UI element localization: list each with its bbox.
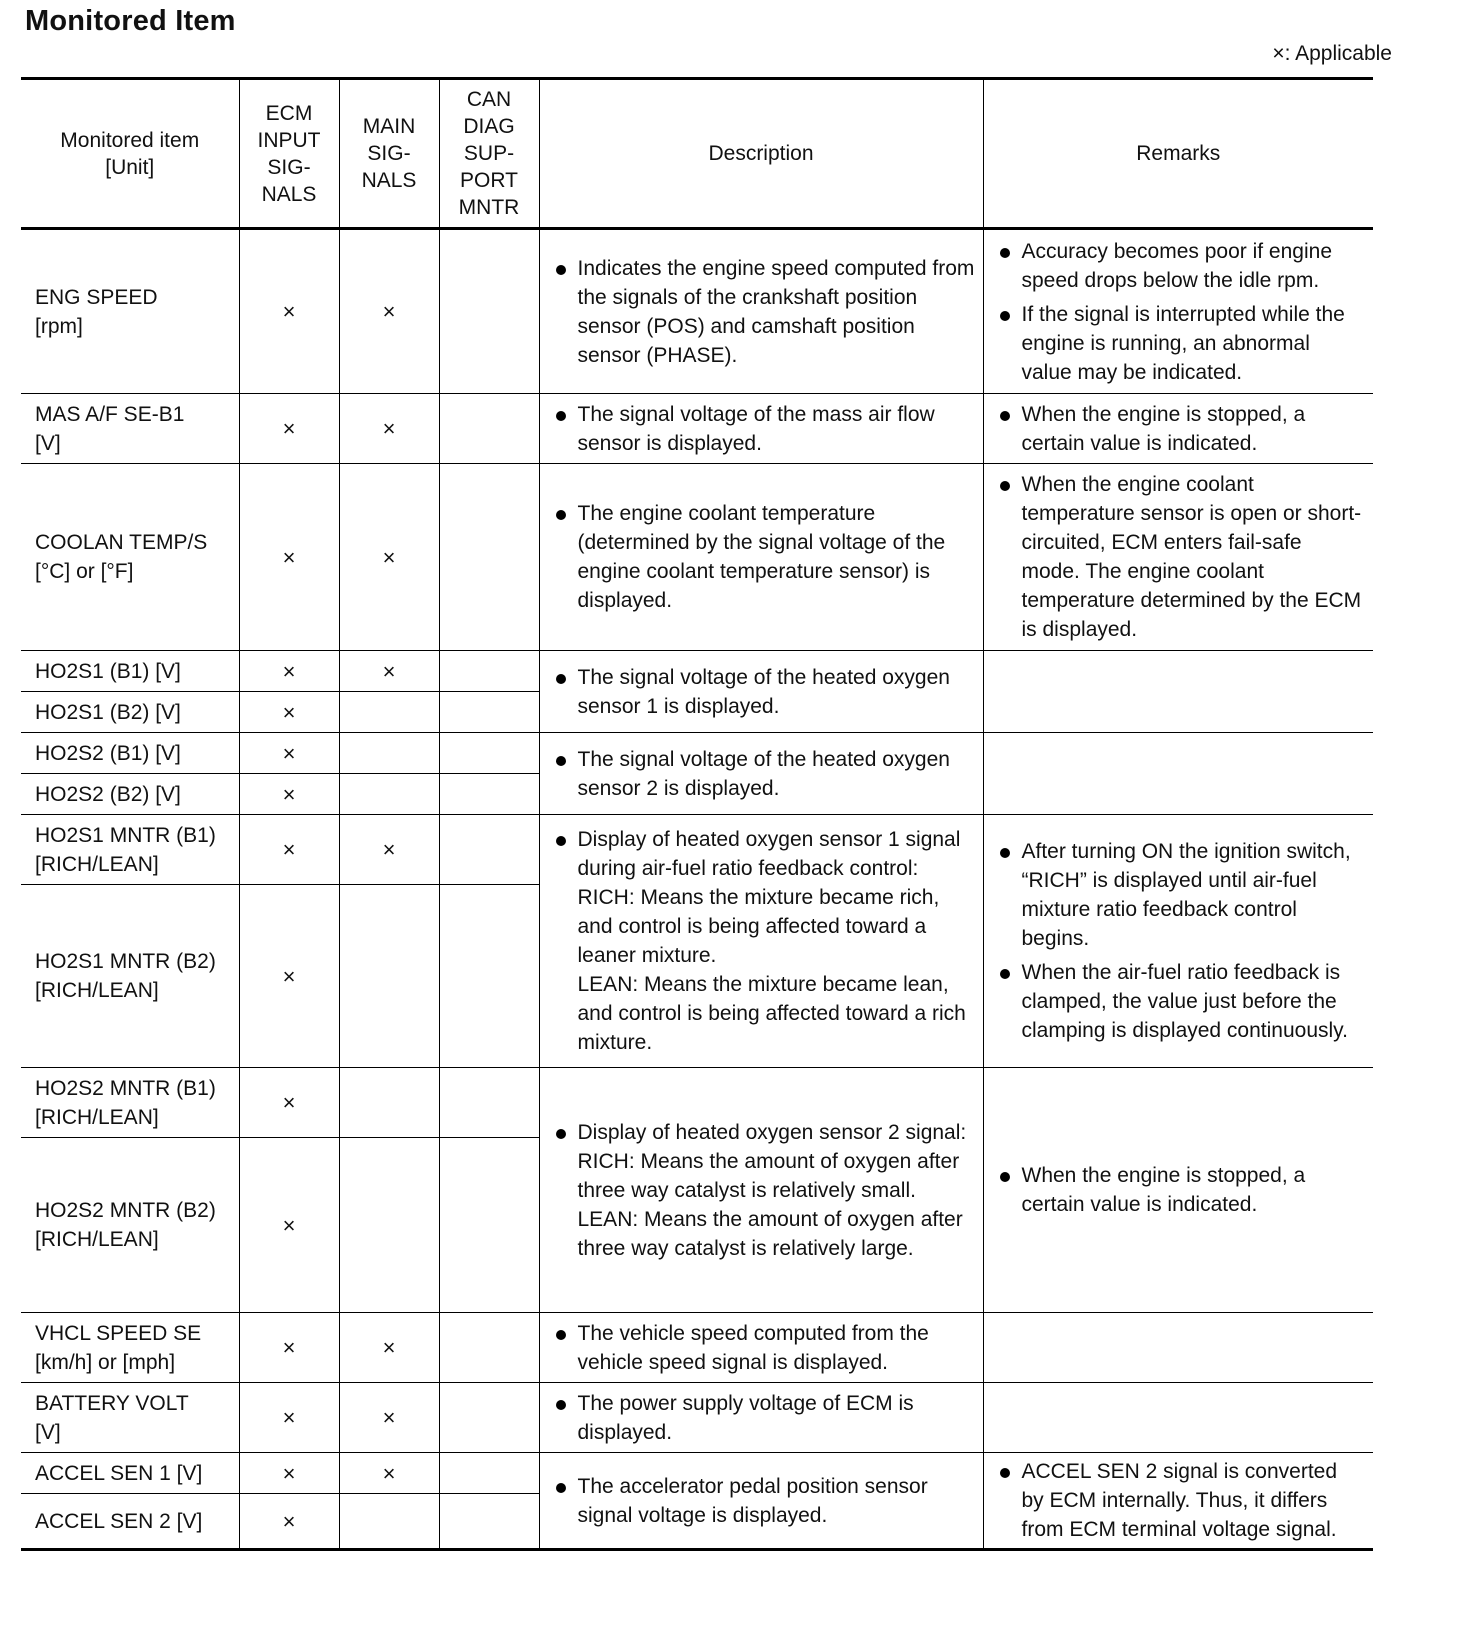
bullet-text: RICH: Means the amount of oxygen after three way catalyst is relatively small. bbox=[577, 1149, 960, 1202]
remarks-cell bbox=[983, 229, 1373, 394]
ecm-input-mark: × bbox=[239, 1494, 339, 1550]
text-line: [km/h] or [mph] bbox=[35, 1350, 176, 1374]
item-ho2s2-b1 bbox=[21, 733, 239, 774]
ecm-input-mark: × bbox=[239, 1068, 339, 1138]
bullet-item: The power supply voltage of ECM is displayed. bbox=[556, 1389, 975, 1447]
remarks-cell bbox=[983, 1313, 1373, 1383]
table-row bbox=[21, 394, 1373, 464]
can-diag-cell bbox=[439, 733, 539, 774]
text-line: NALS bbox=[261, 182, 317, 206]
text-line: Monitored item bbox=[60, 128, 200, 152]
can-diag-cell bbox=[439, 1068, 539, 1138]
text-line: ECM bbox=[265, 101, 313, 125]
remarks-cell bbox=[983, 1068, 1373, 1313]
bullet-item: When the engine is stopped, a certain value is indicated. bbox=[1000, 400, 1366, 458]
table-row bbox=[21, 1383, 1373, 1453]
ecm-input-mark: × bbox=[239, 692, 339, 733]
ecm-input-mark: × bbox=[239, 733, 339, 774]
can-diag-cell bbox=[439, 692, 539, 733]
bullet-item: If the signal is interrupted while the engine is running, an abnormal value may be indicated. bbox=[1000, 300, 1366, 387]
text-line: MNTR bbox=[458, 196, 520, 219]
text-line: [V] bbox=[35, 431, 61, 455]
text-line: HO2S1 MNTR (B1) bbox=[35, 823, 216, 847]
applicable-legend: ×: Applicable bbox=[1272, 42, 1392, 65]
description-cell bbox=[539, 1383, 983, 1453]
text-line: ENG SPEED bbox=[35, 285, 158, 309]
item-ho2s2-mntr-b2 bbox=[21, 1138, 239, 1313]
description-cell bbox=[539, 733, 983, 815]
bullet-item: When the air-fuel ratio feedback is clamped, the value just before the clamping is displayed continuously. bbox=[1000, 958, 1366, 1045]
text-line: HO2S2 (B1) [V] bbox=[35, 741, 181, 765]
main-signal-mark: × bbox=[339, 229, 439, 394]
main-signal-cell bbox=[339, 1138, 439, 1313]
can-diag-cell bbox=[439, 1313, 539, 1383]
text-line: SUP- bbox=[463, 142, 515, 165]
remarks-cell bbox=[983, 394, 1373, 464]
text-line: DIAG bbox=[463, 115, 515, 138]
text-line: SIG- bbox=[267, 155, 311, 179]
bullet-text: LEAN: Means the mixture became lean, and control is being affected toward a rich mixture. bbox=[577, 973, 966, 1054]
text-line: HO2S2 (B2) [V] bbox=[35, 782, 181, 806]
bullet-item: The engine coolant temperature (determined by the signal voltage of the engine coolant temperature sensor) is displayed. bbox=[556, 499, 975, 615]
bullet-item: When the engine coolant temperature sensor is open or short-circuited, ECM enters fail-safe mode. The engine coolant temperature determined by the ECM is displayed. bbox=[1000, 470, 1366, 644]
ecm-input-mark: × bbox=[239, 394, 339, 464]
remarks-cell bbox=[983, 733, 1373, 815]
can-diag-cell bbox=[439, 1494, 539, 1550]
can-diag-cell bbox=[439, 774, 539, 815]
item-accel-sen-2 bbox=[21, 1494, 239, 1550]
text-line: INPUT bbox=[257, 128, 321, 152]
ecm-input-mark: × bbox=[239, 1383, 339, 1453]
remarks-cell bbox=[983, 815, 1373, 1068]
item-vhcl-speed-se bbox=[21, 1313, 239, 1383]
text-line: [V] bbox=[35, 1420, 61, 1444]
text-line: [°C] or [°F] bbox=[35, 560, 134, 583]
text-line: SIG- bbox=[367, 142, 411, 165]
text-line: HO2S1 (B1) [V] bbox=[35, 659, 181, 683]
table-row bbox=[21, 651, 1373, 692]
remarks-cell bbox=[983, 464, 1373, 651]
bullet-item: The vehicle speed computed from the vehicle speed signal is displayed. bbox=[556, 1319, 975, 1377]
bullet-item bbox=[556, 825, 975, 1057]
bullet-item: The signal voltage of the mass air flow sensor is displayed. bbox=[556, 400, 975, 458]
text-line: [RICH/LEAN] bbox=[35, 979, 159, 1002]
text-line: [RICH/LEAN] bbox=[35, 1105, 159, 1129]
text-line: BATTERY VOLT bbox=[35, 1391, 189, 1415]
main-signal-mark: × bbox=[339, 815, 439, 885]
ecm-input-mark: × bbox=[239, 1453, 339, 1494]
bullet-item: The signal voltage of the heated oxygen sensor 1 is displayed. bbox=[556, 663, 975, 721]
item-accel-sen-1 bbox=[21, 1453, 239, 1494]
main-signal-mark: × bbox=[339, 394, 439, 464]
bullet-item bbox=[556, 1118, 975, 1263]
can-diag-cell bbox=[439, 815, 539, 885]
bullet-text: RICH: Means the mixture became rich, and control is being affected toward a leaner mixture. bbox=[577, 886, 940, 967]
text-line: CAN bbox=[466, 88, 512, 111]
table-row bbox=[21, 1313, 1373, 1383]
item-ho2s2-b2 bbox=[21, 774, 239, 815]
main-signal-mark: × bbox=[339, 1453, 439, 1494]
ecm-input-mark: × bbox=[239, 885, 339, 1068]
page-title: Monitored Item bbox=[25, 5, 236, 37]
header-row bbox=[21, 79, 1373, 229]
ecm-input-mark: × bbox=[239, 1313, 339, 1383]
description-cell bbox=[539, 651, 983, 733]
item-ho2s2-mntr-b1 bbox=[21, 1068, 239, 1138]
ecm-input-mark: × bbox=[239, 229, 339, 394]
text-line: HO2S1 (B2) [V] bbox=[35, 700, 181, 724]
text-line: HO2S2 MNTR (B2) bbox=[35, 1199, 216, 1222]
table-row bbox=[21, 733, 1373, 774]
item-coolan-temp bbox=[21, 464, 239, 651]
header-description: Description bbox=[539, 79, 983, 229]
bullet-item: After turning ON the ignition switch, “RICH” is displayed until air-fuel mixture ratio feedback control begins. bbox=[1000, 837, 1366, 953]
can-diag-cell bbox=[439, 885, 539, 1068]
item-eng-speed bbox=[21, 229, 239, 394]
table-row bbox=[21, 815, 1373, 885]
bullet-item: When the engine is stopped, a certain value is indicated. bbox=[1000, 1161, 1366, 1219]
ecm-input-mark: × bbox=[239, 774, 339, 815]
text-line: MAS A/F SE-B1 bbox=[35, 402, 185, 426]
main-signal-cell bbox=[339, 733, 439, 774]
description-cell bbox=[539, 229, 983, 394]
description-cell bbox=[539, 815, 983, 1068]
can-diag-cell bbox=[439, 394, 539, 464]
bullet-item: Indicates the engine speed computed from the signals of the crankshaft position sensor (POS) and camshaft position sensor (PHASE). bbox=[556, 254, 975, 370]
header-main-signals bbox=[339, 79, 439, 229]
bullet-text: LEAN: Means the amount of oxygen after three way catalyst is relatively large. bbox=[577, 1207, 963, 1260]
can-diag-cell bbox=[439, 1138, 539, 1313]
main-signal-mark: × bbox=[339, 651, 439, 692]
ecm-input-mark: × bbox=[239, 815, 339, 885]
can-diag-cell bbox=[439, 1383, 539, 1453]
bullet-item: Accuracy becomes poor if engine speed drops below the idle rpm. bbox=[1000, 237, 1366, 295]
main-signal-mark: × bbox=[339, 464, 439, 651]
bullet-text: Display of heated oxygen sensor 2 signal: bbox=[577, 1120, 967, 1144]
table-row bbox=[21, 1068, 1373, 1138]
main-signal-cell bbox=[339, 885, 439, 1068]
text-line: [rpm] bbox=[35, 314, 83, 338]
header-remarks: Remarks bbox=[983, 79, 1373, 229]
ecm-input-mark: × bbox=[239, 651, 339, 692]
bullet-item: The signal voltage of the heated oxygen sensor 2 is displayed. bbox=[556, 745, 975, 803]
text-line: ACCEL SEN 1 [V] bbox=[35, 1461, 203, 1485]
main-signal-cell bbox=[339, 1494, 439, 1550]
remarks-cell bbox=[983, 651, 1373, 733]
ecm-input-mark: × bbox=[239, 1138, 339, 1313]
description-cell bbox=[539, 1313, 983, 1383]
description-cell bbox=[539, 1068, 983, 1313]
main-signal-cell bbox=[339, 692, 439, 733]
main-signal-mark: × bbox=[339, 1383, 439, 1453]
header-monitored-item bbox=[21, 79, 239, 229]
monitored-item-table bbox=[21, 77, 1373, 1551]
table-row bbox=[21, 464, 1373, 651]
text-line: [RICH/LEAN] bbox=[35, 1228, 159, 1251]
table-row bbox=[21, 229, 1373, 394]
ecm-input-mark: × bbox=[239, 464, 339, 651]
description-cell bbox=[539, 394, 983, 464]
text-line: HO2S1 MNTR (B2) bbox=[35, 950, 216, 973]
can-diag-cell bbox=[439, 1453, 539, 1494]
description-cell bbox=[539, 1453, 983, 1550]
text-line: VHCL SPEED SE bbox=[35, 1321, 202, 1345]
item-ho2s1-b2 bbox=[21, 692, 239, 733]
header-can-diag-support-mntr bbox=[439, 79, 539, 229]
text-line: NALS bbox=[361, 169, 417, 192]
bullet-text: Display of heated oxygen sensor 1 signal during air-fuel ratio feedback control: bbox=[577, 828, 961, 880]
header-ecm-input-signals bbox=[239, 79, 339, 229]
can-diag-cell bbox=[439, 651, 539, 692]
bullet-item: The accelerator pedal position sensor signal voltage is displayed. bbox=[556, 1472, 975, 1530]
text-line: PORT bbox=[460, 169, 518, 192]
item-mas-af-se-b1 bbox=[21, 394, 239, 464]
can-diag-cell bbox=[439, 229, 539, 394]
bullet-item: ACCEL SEN 2 signal is converted by ECM internally. Thus, it differs from ECM terminal voltage signal. bbox=[1000, 1457, 1366, 1544]
main-signal-cell bbox=[339, 774, 439, 815]
text-line: [RICH/LEAN] bbox=[35, 852, 159, 876]
text-line: COOLAN TEMP/S bbox=[35, 531, 208, 554]
text-line: [Unit] bbox=[105, 155, 155, 179]
item-ho2s1-mntr-b2 bbox=[21, 885, 239, 1068]
item-ho2s1-mntr-b1 bbox=[21, 815, 239, 885]
text-line: HO2S2 MNTR (B1) bbox=[35, 1076, 216, 1100]
text-line: ACCEL SEN 2 [V] bbox=[35, 1509, 203, 1533]
remarks-cell bbox=[983, 1383, 1373, 1453]
can-diag-cell bbox=[439, 464, 539, 651]
main-signal-cell bbox=[339, 1068, 439, 1138]
table-row bbox=[21, 1453, 1373, 1494]
item-ho2s1-b1 bbox=[21, 651, 239, 692]
item-battery-volt bbox=[21, 1383, 239, 1453]
description-cell bbox=[539, 464, 983, 651]
main-signal-mark: × bbox=[339, 1313, 439, 1383]
text-line: MAIN bbox=[362, 115, 416, 138]
remarks-cell bbox=[983, 1453, 1373, 1550]
